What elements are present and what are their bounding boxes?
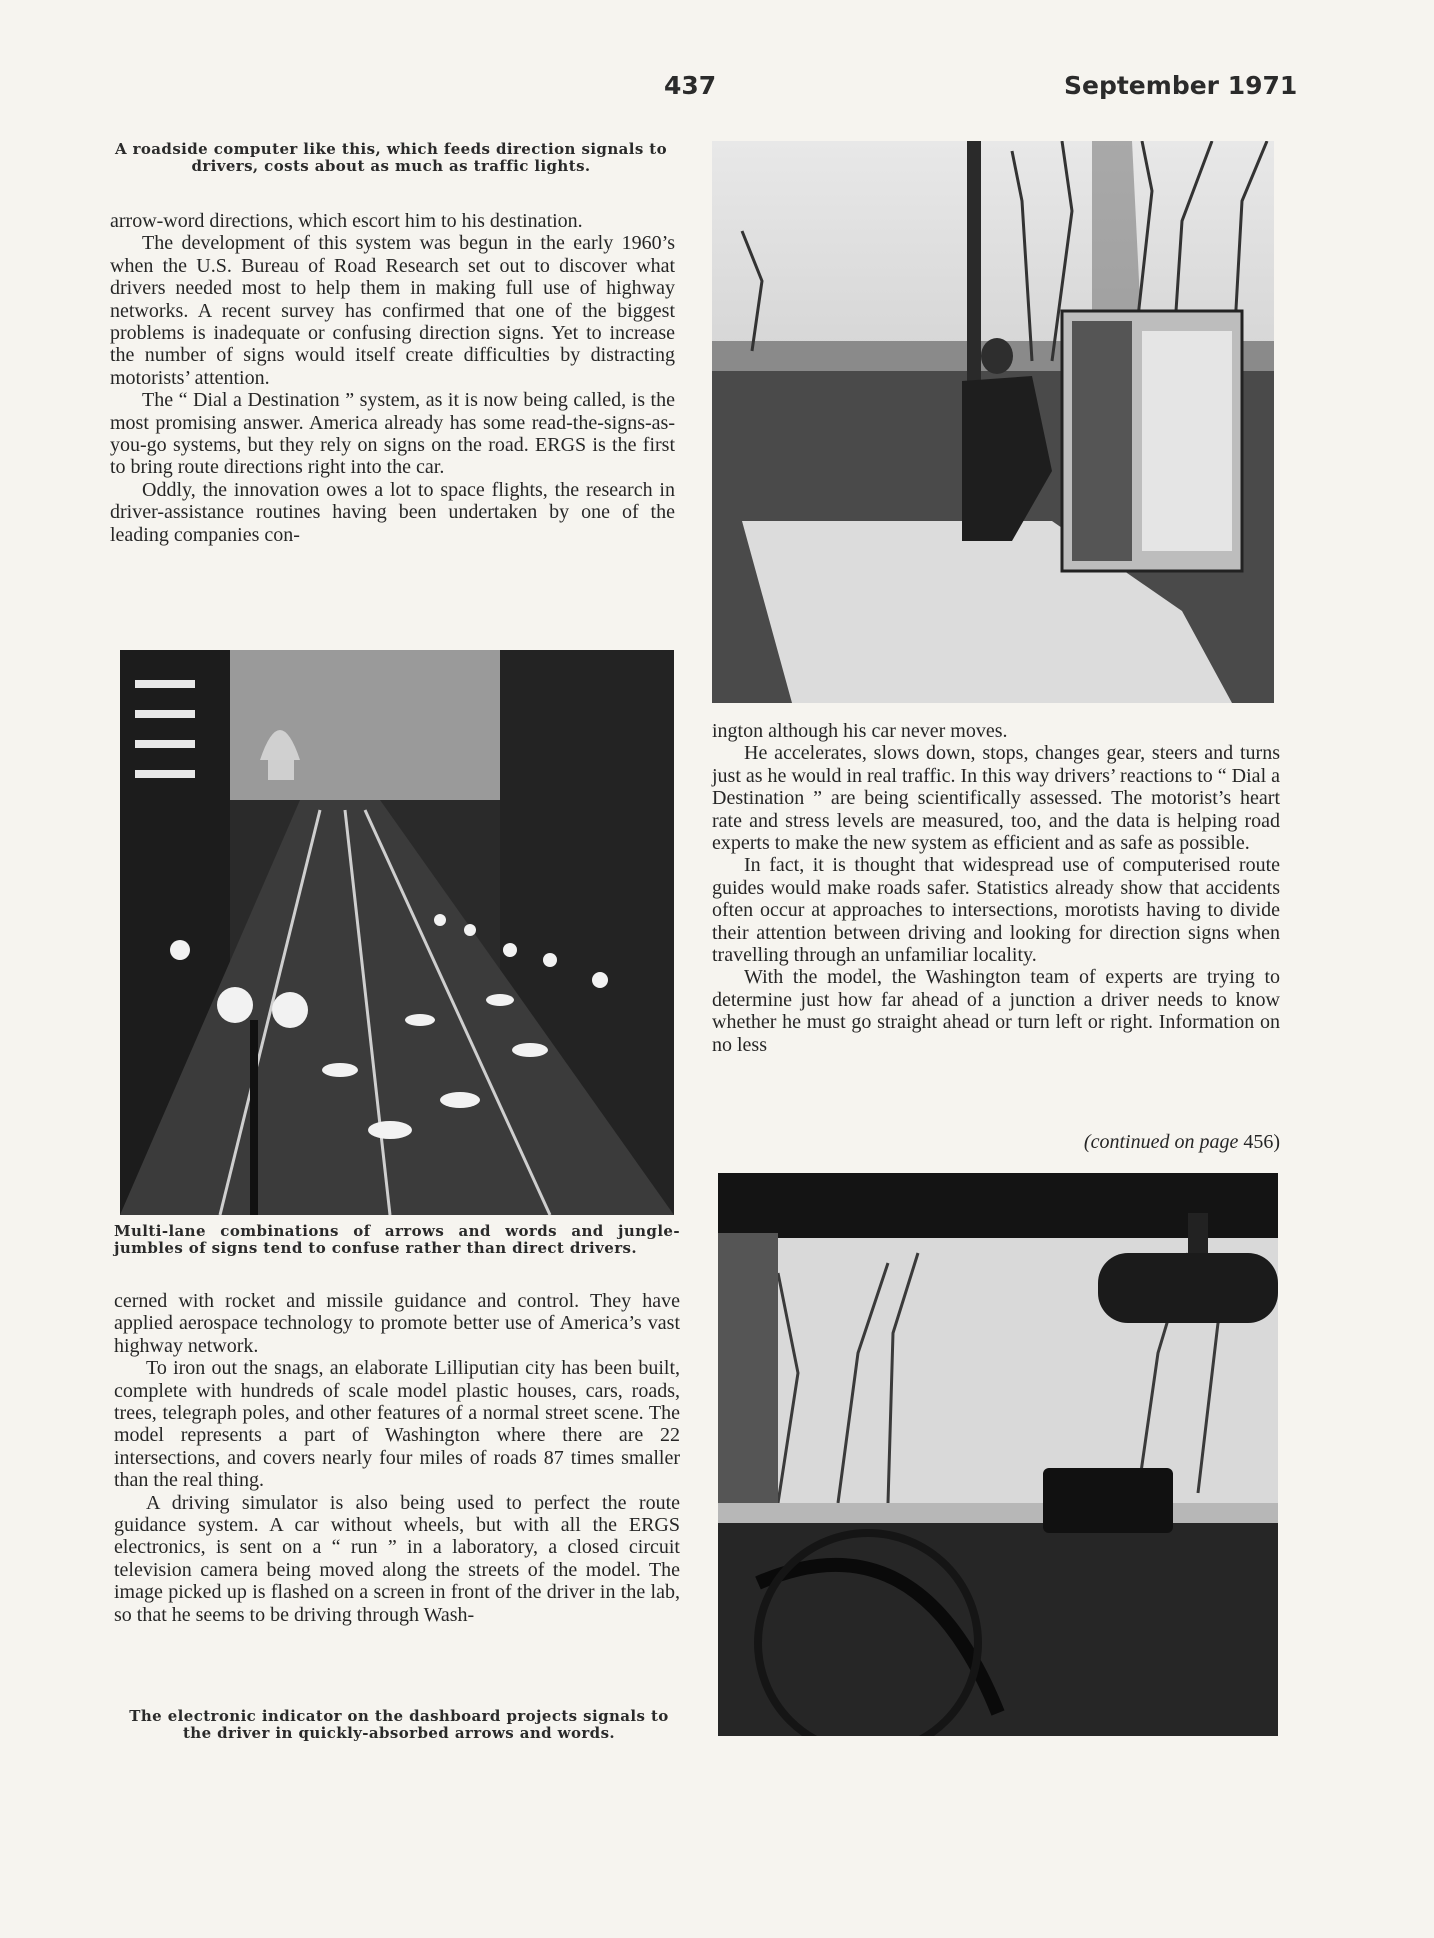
continued-text: (continued on page bbox=[1083, 1131, 1239, 1153]
caption-dashboard: The electronic indicator on the dashboard projects signals to the driver in quickly-absorbed arrows and words. bbox=[129, 1707, 669, 1742]
paragraph: ington although his car never moves. bbox=[712, 720, 1008, 742]
paragraph: To iron out the snags, an elaborate Lilliputian city has been built, complete with hundreds of scale model plastic houses, cars, roads, trees, telegraph poles, and other features of a normal street scene. The model represents a part of Washington where there are 22 intersections, and covers nearly four miles of roads 87 times smaller than the real thing. bbox=[114, 1357, 680, 1492]
continued-page-number: 456 bbox=[1243, 1131, 1274, 1153]
article-column-bottom-left bbox=[114, 1290, 680, 1626]
photo-dashboard-view bbox=[718, 1173, 1278, 1736]
paragraph: The development of this system was begun in the early 1960’s when the U.S. Bureau of Road Research set out to discover what drivers needed most to help them in making full use of highway networks. A recent survey has confirmed that one of the biggest problems is inadequate or confusing direction signs. Yet to increase the number of signs would itself create difficulties by distracting motorists’ attention. bbox=[110, 232, 675, 389]
continued-note bbox=[980, 1131, 1280, 1154]
issue-date: September 1971 bbox=[1064, 71, 1298, 100]
paragraph: A driving simulator is also being used to perfect the route guidance system. A car without wheels, but with all the ERGS electronics, is sent on a “ run ” in a laboratory, a closed circuit television camera being moved along the streets of the model. The image picked up is flashed on a screen in front of the driver in the lab, so that he seems to be driving through Wash- bbox=[114, 1491, 680, 1626]
paragraph: He accelerates, slows down, stops, changes gear, steers and turns just as he would in real traffic. In this way drivers’ reactions to “ Dial a Destination ” are being scientifically assessed. The motorist’s heart rate and stress levels are measured, too, and the data is helping road experts to make the new system as efficient and as safe as possible. bbox=[712, 742, 1280, 855]
paragraph: The “ Dial a Destination ” system, as it is now being called, is the most promising answer. America already has some read-the-signs-as-you-go systems, but they rely on signs on the road. ERGS is the first to bring route directions right into the car. bbox=[110, 389, 675, 479]
continued-close: ) bbox=[1273, 1131, 1280, 1153]
article-column-right bbox=[712, 720, 1280, 1056]
paragraph: Oddly, the innovation owes a lot to space flights, the research in driver-assistance routines having been undertaken by one of the leading companies con- bbox=[110, 478, 675, 546]
paragraph: arrow-word directions, which escort him to his destination. bbox=[110, 210, 583, 232]
article-column-top-left bbox=[110, 210, 675, 546]
page-number: 437 bbox=[664, 71, 717, 100]
photo-roadside-computer bbox=[712, 141, 1274, 703]
photo-multi-lane-street bbox=[120, 650, 674, 1215]
caption-multi-lane: Multi-lane combinations of arrows and words and jungle-jumbles of signs tend to confuse rather than direct drivers. bbox=[114, 1222, 680, 1257]
paragraph: cerned with rocket and missile guidance and control. They have applied aerospace technology to promote better use of America’s vast highway network. bbox=[114, 1290, 680, 1357]
paragraph: In fact, it is thought that widespread use of computerised route guides would make roads safer. Statistics already show that accidents often occur at approaches to intersections, morotists having to divide their attention between driving and looking for direction signs when travelling through an unfamiliar locality. bbox=[712, 854, 1280, 967]
paragraph: With the model, the Washington team of experts are trying to determine just how far ahead of a junction a driver needs to know whether he must go straight ahead or turn left or right. Information on no less bbox=[712, 966, 1280, 1056]
caption-roadside-computer: A roadside computer like this, which feeds direction signals to drivers, costs about as much as traffic lights. bbox=[114, 140, 668, 175]
